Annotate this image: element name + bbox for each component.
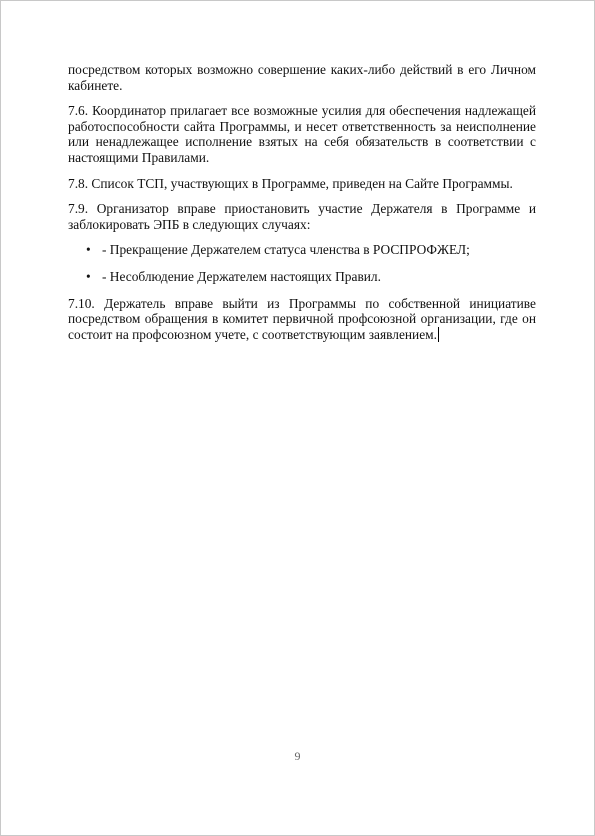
paragraph-7-9: 7.9. Организатор вправе приостановить участие Держателя в Программе и заблокировать ЭПБ в следующих случаях: — [68, 201, 536, 232]
paragraph-7-8: 7.8. Список ТСП, участвующих в Программе, приведен на Сайте Программы. — [68, 175, 513, 191]
paragraph-7-5-continuation: посредством которых возможно совершение каких-либо действий в его Личном кабинете. — [68, 62, 536, 93]
text-cursor — [438, 327, 439, 342]
page-number: 9 — [294, 749, 301, 763]
list-item — [68, 242, 536, 258]
bullet-icon: • — [86, 268, 91, 284]
bullet-list — [68, 242, 536, 284]
paragraph-7-10 — [68, 296, 536, 343]
document-body[interactable] — [68, 62, 536, 352]
bullet-icon: • — [86, 242, 91, 258]
list-item-text: - Несоблюдение Держателем настоящих Правил. — [102, 268, 381, 284]
list-item — [68, 269, 536, 285]
list-item-text: - Прекращение Держателем статуса членства в РОСПРОФЖЕЛ; — [102, 242, 470, 258]
paragraph-7-10-text: 7.10. Держатель вправе выйти из Программы по собственной инициативе посредством обращения в комитет первичной профсоюзной организации, где он состоит на профсоюзном учете, с соответствующим заявлением. — [68, 295, 536, 342]
paragraph-7-6: 7.6. Координатор прилагает все возможные усилия для обеспечения надлежащей работоспособности сайта Программы, и несет ответственность за неисполнение или ненадлежащее исполнение взятых на себя обязательств в соответствии с настоящими Правилами. — [68, 103, 536, 165]
